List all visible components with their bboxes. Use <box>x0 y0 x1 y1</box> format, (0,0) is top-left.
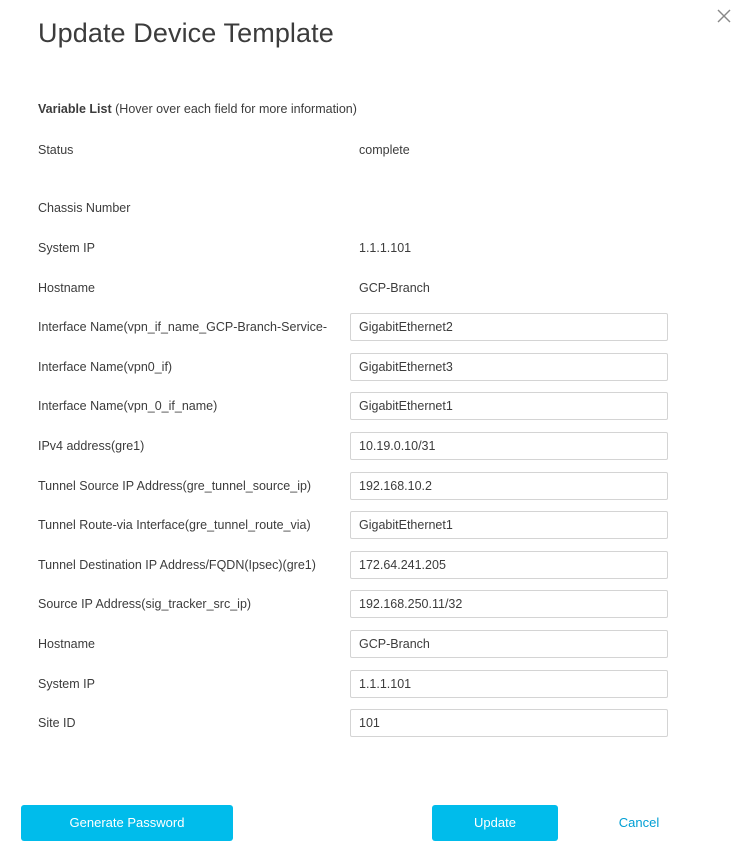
table-row <box>0 189 752 229</box>
generate-password-button[interactable]: Generate Password <box>21 805 233 841</box>
field-label: Tunnel Destination IP Address/FQDN(Ipsec)(gre1) <box>38 557 316 572</box>
field-label: Interface Name(vpn_if_name_GCP-Branch-Service- <box>38 320 328 335</box>
variable-list-heading <box>38 102 357 116</box>
field-label: Hostname <box>38 636 95 651</box>
table-row <box>0 387 752 427</box>
field-label: System IP <box>38 240 95 255</box>
field-label: Source IP Address(sig_tracker_src_ip) <box>38 597 252 612</box>
tunnel-source-ip-input[interactable] <box>350 472 668 500</box>
field-label: Site ID <box>38 716 76 731</box>
interface-name-service-input[interactable] <box>350 313 668 341</box>
site-id-input[interactable] <box>350 709 668 737</box>
table-row <box>0 624 752 664</box>
interface-name-vpn0-if-input[interactable] <box>350 353 668 381</box>
variable-list-label: Variable List <box>38 102 112 116</box>
update-button[interactable]: Update <box>432 805 558 841</box>
table-row <box>0 228 752 268</box>
interface-name-vpn-0-if-name-input[interactable] <box>350 392 668 420</box>
table-row <box>0 545 752 585</box>
table-row <box>0 268 752 308</box>
table-row <box>0 585 752 625</box>
field-label: Interface Name(vpn_0_if_name) <box>38 399 218 414</box>
field-value: GCP-Branch <box>359 280 430 295</box>
table-row <box>0 664 752 704</box>
field-value: 1.1.1.101 <box>359 240 412 255</box>
table-row <box>0 347 752 387</box>
field-label: Chassis Number <box>38 201 131 216</box>
hostname-input[interactable] <box>350 630 668 658</box>
cancel-button[interactable]: Cancel <box>596 805 682 841</box>
close-icon[interactable] <box>712 4 736 28</box>
dialog-footer <box>0 805 752 841</box>
table-row <box>0 307 752 347</box>
field-label: IPv4 address(gre1) <box>38 438 145 453</box>
field-value: complete <box>359 142 410 157</box>
table-row <box>0 703 752 743</box>
system-ip-input[interactable] <box>350 670 668 698</box>
field-label: Interface Name(vpn0_if) <box>38 359 173 374</box>
field-label: System IP <box>38 676 95 691</box>
field-label: Tunnel Source IP Address(gre_tunnel_source_ip) <box>38 478 312 493</box>
table-row <box>0 130 752 170</box>
field-label: Hostname <box>38 280 95 295</box>
tunnel-route-via-interface-input[interactable] <box>350 511 668 539</box>
close-glyph <box>716 8 732 24</box>
ipv4-address-gre1-input[interactable] <box>350 432 668 460</box>
variable-list-form <box>0 130 752 743</box>
row-spacer <box>0 170 752 189</box>
table-row <box>0 505 752 545</box>
source-ip-address-sig-tracker-input[interactable] <box>350 590 668 618</box>
field-label: Status <box>38 142 74 157</box>
page-title: Update Device Template <box>38 18 334 48</box>
variable-list-hint: (Hover over each field for more information) <box>111 102 357 116</box>
tunnel-destination-ip-input[interactable] <box>350 551 668 579</box>
field-label: Tunnel Route-via Interface(gre_tunnel_route_via) <box>38 518 311 533</box>
table-row <box>0 426 752 466</box>
table-row <box>0 466 752 506</box>
